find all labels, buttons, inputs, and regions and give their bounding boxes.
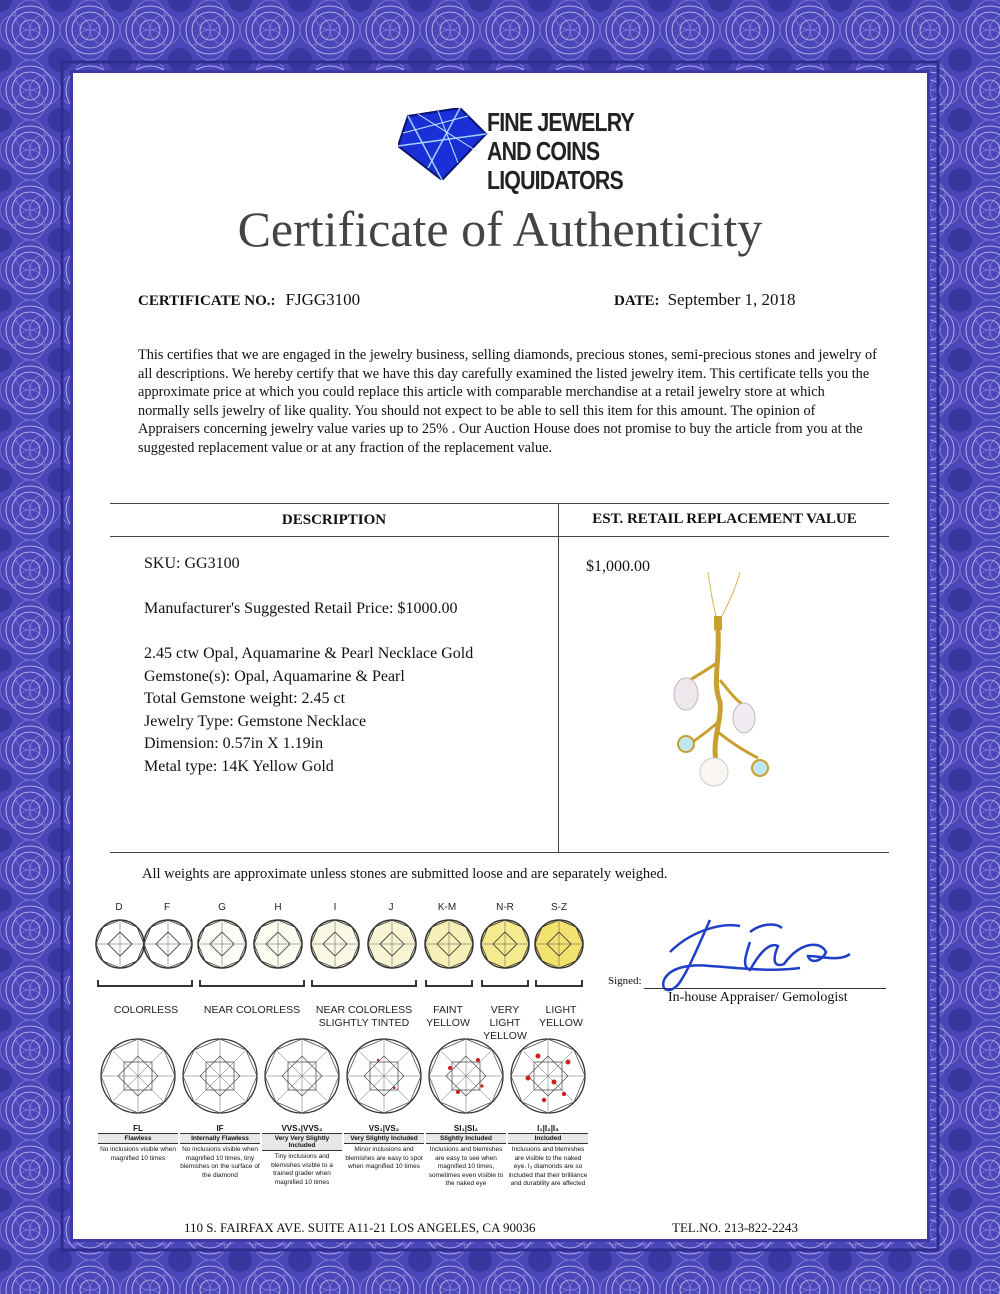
certificate-number <box>138 290 360 310</box>
color-group-line: LIGHT <box>545 1004 577 1016</box>
page-title: Certificate of Authenticity <box>237 201 763 257</box>
color-group-label <box>98 1004 194 1017</box>
table-header-rule <box>110 536 889 537</box>
clarity-name: Internally Flawless <box>180 1134 260 1144</box>
color-group-label <box>422 1004 474 1030</box>
color-grade-label: N-R <box>496 902 514 913</box>
certification-statement: This certifies that we are engaged in the jewelry business, selling diamonds, precious stones, semi-precious stones and jewelry of all descriptions. We hereby certify that we have this day carefully examined the listed jewelry item. This certificate tells you the approximate price at which you could replace this article with comparable merchandise at a retail jewelry store at which normally sells jewelry of like quality. You should not expect to be able to sell this item for this amount. The opinion of Appraisers concerning jewelry value varies up to 25% . Our Auction House does not promise to buy the article from you at the suggested replacement value or at any fraction of the replacement value. <box>138 347 877 456</box>
weights-note: All weights are approximate unless stones are submitted loose and are separately weighed. <box>142 866 668 882</box>
color-grade-label: G <box>218 902 226 913</box>
table-column-divider <box>558 503 559 853</box>
necklace-image <box>660 572 780 788</box>
clarity-code: FL <box>98 1124 178 1134</box>
item-details <box>144 643 473 778</box>
date-value: September 1, 2018 <box>667 290 796 309</box>
date-label: DATE: <box>614 293 660 309</box>
clarity-description: Tiny inclusions and blemishes visible to a trained grader when magnified 10 times <box>271 1153 333 1186</box>
logo-line: AND COINS <box>487 136 600 166</box>
value-header: EST. RETAIL REPLACEMENT VALUE <box>592 511 857 527</box>
item-detail-line: Gemstone(s): Opal, Aquamarine & Pearl <box>144 667 405 685</box>
color-group-line: YELLOW <box>483 1030 527 1042</box>
clarity-code: I₁|I₂|I₃ <box>508 1124 588 1134</box>
clarity-grade <box>98 1124 178 1163</box>
clarity-name: Slightly Included <box>426 1134 506 1144</box>
color-group-line: NEAR COLORLESS <box>315 1004 413 1016</box>
appraiser-title: In-house Appraiser/ Gemologist <box>668 990 848 1005</box>
table-bottom-rule <box>110 852 889 853</box>
handwritten-signature <box>650 912 860 1002</box>
signed-label: Signed: <box>608 975 642 987</box>
clarity-description: Inclusions and blemishes are visible to the naked eye. I₃ diamonds are so included that their brilliance and durability are affected <box>508 1146 588 1187</box>
item-detail-line: 2.45 ctw Opal, Aquamarine & Pearl Necklace Gold <box>144 645 474 662</box>
clarity-name: Very Very Slightly Included <box>262 1134 342 1151</box>
item-detail-line: Dimension: 0.57in X 1.19in <box>144 735 324 752</box>
color-group-label <box>312 1004 416 1030</box>
color-group-line: YELLOW <box>539 1017 583 1029</box>
clarity-code: IF <box>180 1124 260 1134</box>
clarity-scale-diamonds <box>98 1030 590 1124</box>
clarity-description: No inclusions visible when magnified 10 times, tiny blemishes on the surface of the diamond <box>180 1146 260 1179</box>
certificate-number-value: FJGG3100 <box>285 290 361 309</box>
clarity-grade <box>262 1124 342 1187</box>
clarity-name: Included <box>508 1134 588 1144</box>
color-group-line: COLORLESS <box>113 1004 179 1016</box>
item-msrp: Manufacturer's Suggested Retail Price: $1000.00 <box>144 600 458 617</box>
certificate-date <box>614 290 796 310</box>
diamond-logo-icon <box>398 108 488 180</box>
footer-phone: TEL.NO. 213-822-2243 <box>672 1220 799 1235</box>
clarity-description: Minor inclusions and blemishes are easy to spot when magnified 10 times <box>345 1146 423 1170</box>
color-scale-diamonds <box>92 918 592 998</box>
color-grade-label: J <box>388 902 394 913</box>
clarity-code: VS₁|VS₂ <box>344 1124 424 1134</box>
logo-line: LIQUIDATORS <box>487 165 623 195</box>
color-group-label <box>200 1004 304 1017</box>
color-group-line: NEAR COLORLESS <box>203 1004 301 1016</box>
item-value: $1,000.00 <box>586 558 650 575</box>
clarity-grade <box>426 1124 506 1189</box>
clarity-name: Very Slightly Included <box>344 1134 424 1144</box>
clarity-grade <box>508 1124 588 1189</box>
item-detail-line: Metal type: 14K Yellow Gold <box>144 757 334 775</box>
clarity-grade <box>344 1124 424 1172</box>
color-group-line: VERY LIGHT <box>489 1004 521 1029</box>
clarity-code: SI₁|SI₂ <box>426 1124 506 1134</box>
color-grade-label: H <box>274 902 282 913</box>
item-detail-line: Jewelry Type: Gemstone Necklace <box>144 712 367 730</box>
description-header: DESCRIPTION <box>281 512 387 528</box>
color-group-label <box>534 1004 588 1030</box>
color-group-line: SLIGHTLY TINTED <box>318 1017 410 1029</box>
table-top-rule <box>110 503 889 504</box>
item-detail-line: Total Gemstone weight: 2.45 ct <box>144 690 346 707</box>
color-group-line: FAINT <box>433 1004 463 1016</box>
logo-line: FINE JEWELRY <box>487 107 634 137</box>
footer-address: 110 S. FAIRFAX AVE. SUITE A11-21 LOS ANGELES, CA 90036 <box>184 1220 536 1235</box>
certificate-number-label: CERTIFICATE NO.: <box>138 293 276 309</box>
color-grade-label: F <box>163 902 171 913</box>
color-grade-label: S-Z <box>550 902 568 913</box>
color-grade-label: K-M <box>437 902 457 913</box>
color-grade-label: I <box>333 902 337 913</box>
color-grade-label: D <box>115 902 123 913</box>
clarity-name: Flawless <box>98 1134 178 1144</box>
item-sku: SKU: GG3100 <box>144 555 240 572</box>
clarity-description: Inclusions and blemishes are easy to see when magnified 10 times, sometimes even visible to the naked eye <box>428 1146 504 1187</box>
color-group-line: YELLOW <box>426 1017 470 1029</box>
clarity-grade <box>180 1124 260 1180</box>
clarity-code: VVS₁|VVS₂ <box>262 1124 342 1134</box>
logo-wordmark <box>487 108 634 195</box>
clarity-description: No inclusions visible when magnified 10 times <box>100 1146 176 1162</box>
